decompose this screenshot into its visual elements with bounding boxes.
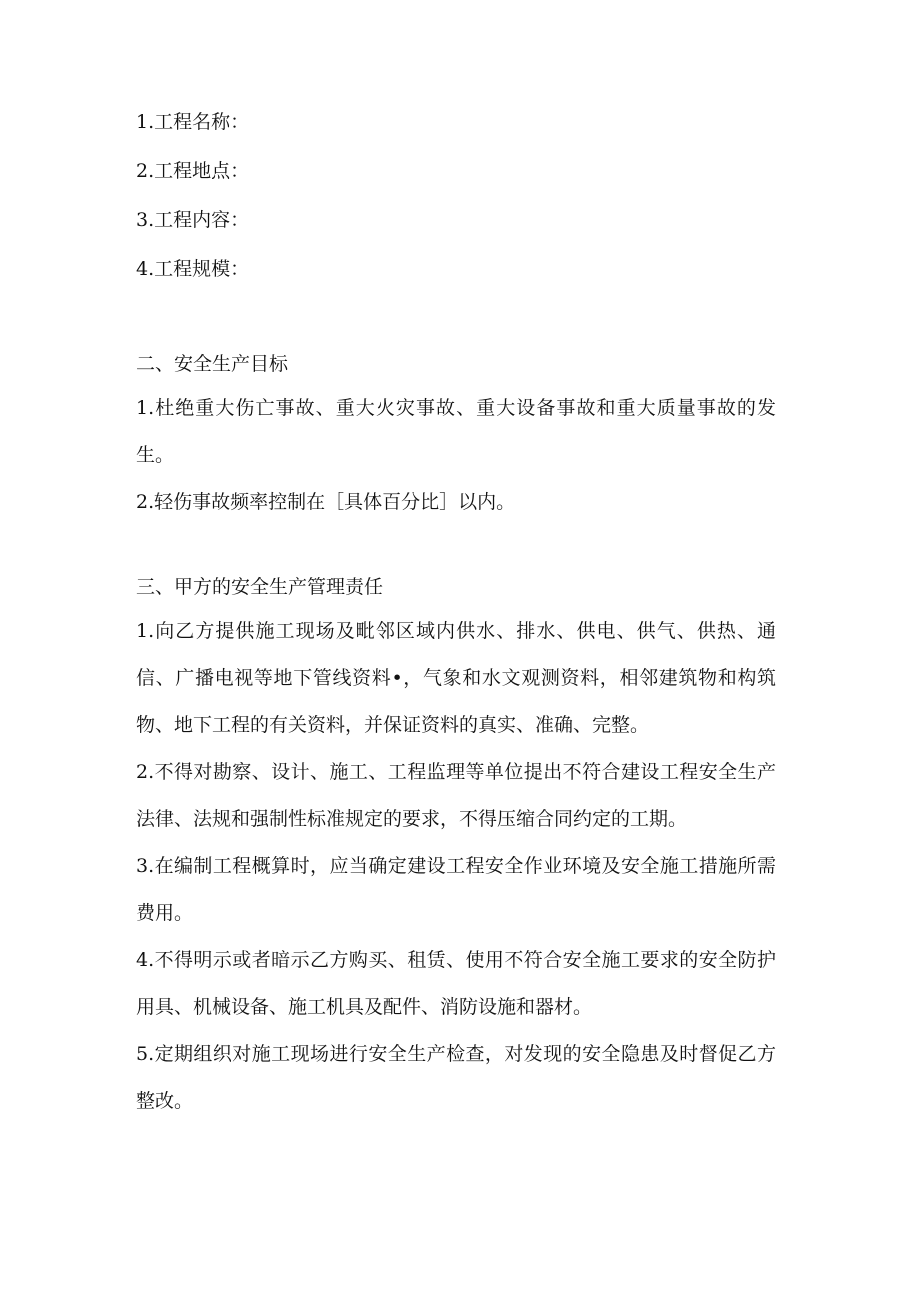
document-page [136,110,776,1125]
list-item [136,110,776,134]
item-text: .工程规模： [148,258,250,280]
item-text: .不得明示或者暗示乙方购买、租赁、使用不符合安全施工要求的安全防护用具、机械设备、施工机具及配件、消防设施和器材。 [136,949,776,1018]
item-number: 3 [136,209,149,231]
paragraph [136,608,776,749]
paragraph [136,843,776,937]
paragraph [136,749,776,843]
list-item [136,159,776,183]
paragraph [136,937,776,1031]
item-text: .工程地点： [148,160,250,182]
item-text: .向乙方提供施工现场及毗邻区域内供水、排水、供电、供气、供热、通信、广播电视等地下管线资料•，气象和水文观测资料，相邻建筑物和构筑物、地下工程的有关资料，并保证资料的真实、准确、完整。 [136,620,776,736]
item-text: .在编制工程概算时，应当确定建设工程安全作业环境及安全施工措施所需费用。 [136,855,776,924]
item-number: 2 [136,761,149,783]
item-number: 1 [136,620,149,642]
item-text: .定期组织对施工现场进行安全生产检查，对发现的安全隐患及时督促乙方整改。 [136,1043,776,1112]
item-number: 3 [136,855,149,877]
item-number: 4 [136,258,149,280]
paragraph [136,1031,776,1125]
item-text: .不得对勘察、设计、施工、工程监理等单位提出不符合建设工程安全生产法律、法规和强制性标准规定的要求，不得压缩合同约定的工期。 [136,761,776,830]
item-number: 2 [136,160,149,182]
list-item [136,257,776,281]
paragraph: 1.杜绝重大伤亡事故、重大火灾事故、重大设备事故和重大质量事故的发生。 [136,397,776,466]
item-number: 1 [136,111,149,133]
item-number: 5 [136,1043,149,1065]
section-heading: 三、甲方的安全生产管理责任 [136,576,384,598]
item-number: 4 [136,949,149,971]
list-item [136,208,776,232]
project-info-list [136,110,776,281]
paragraph: 2.轻伤事故频率控制在［具体百分比］以内。 [136,491,516,513]
section-heading: 二、安全生产目标 [136,353,289,375]
section-party-a-responsibility [136,575,776,1125]
item-text: .工程内容： [148,209,250,231]
section-safety-goals [136,352,776,526]
item-text: .工程名称： [148,111,250,133]
